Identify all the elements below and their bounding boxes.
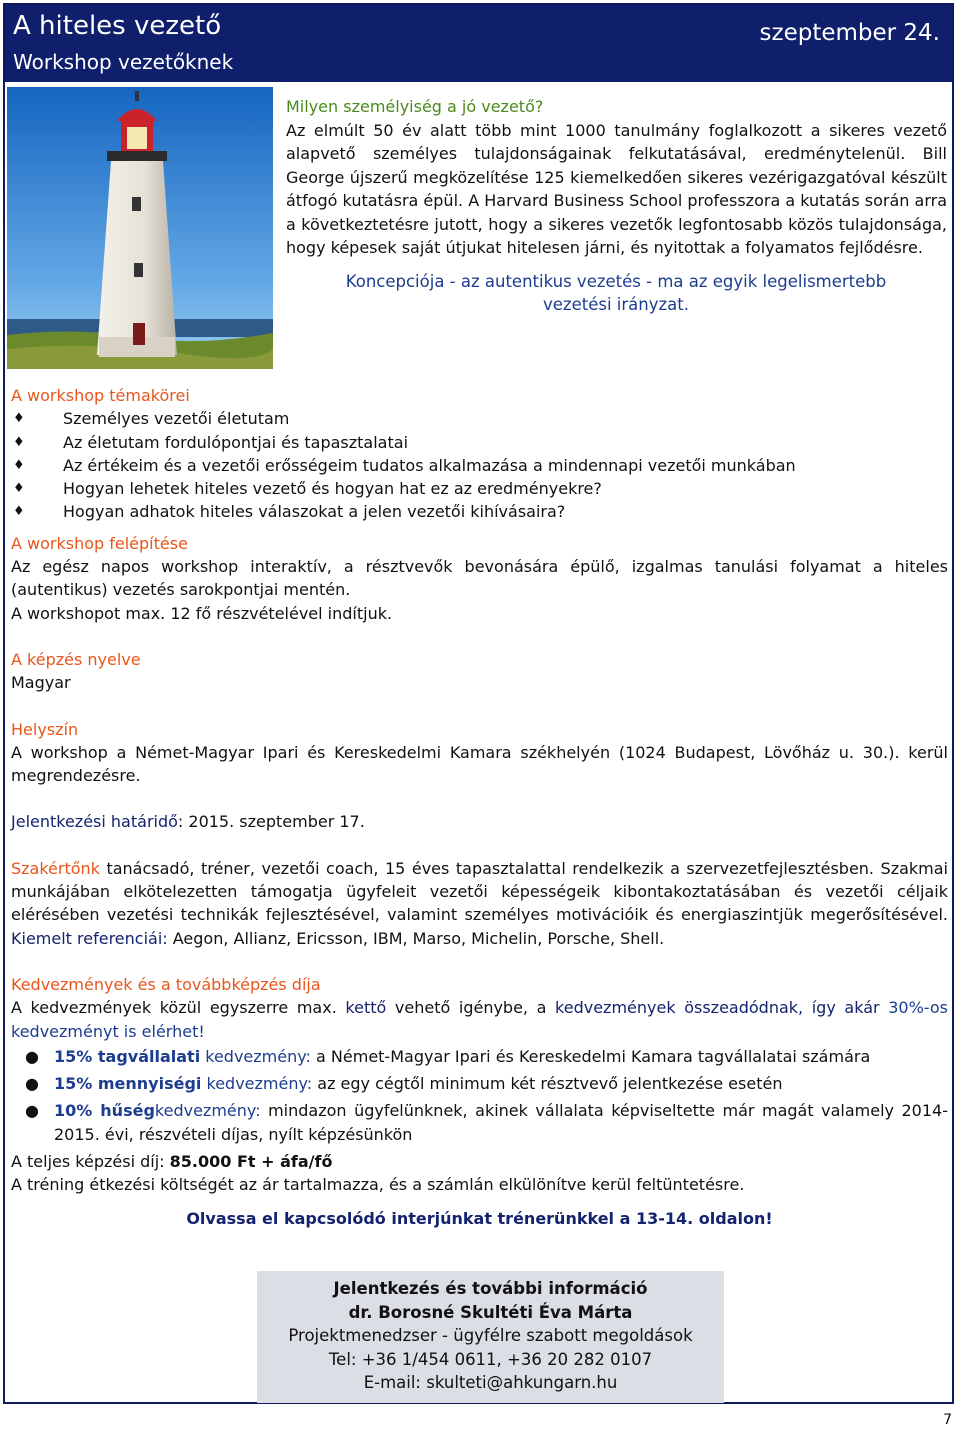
page-title: A hiteles vezető — [13, 11, 222, 41]
main-content — [11, 384, 948, 1230]
list-item: ♦ Az életutam fordulópontjai és tapasztalatai — [11, 431, 948, 454]
dot-bullet-icon: ● — [25, 1101, 39, 1121]
list-item: ♦ Személyes vezetői életutam — [11, 407, 948, 430]
expert-paragraph: Szakértőnk tanácsadó, tréner, vezetői coach, 15 éves tapasztalattal rendelkezik a szervezetfejlesztésben. Szakmai munkájában elkötelezetten támogatja ügyfeleit vezetői képességeik kibontakoztatásában és vezetői céljaik elérésében vezetési technikák fejlesztésével, valamint személyes motivációik és energiaszintjük megerősítésével. Kiemelt referenciái: Aegon, Allianz, Ericsson, IBM, Marso, Michelin, Porsche, Shell. — [11, 858, 948, 948]
page-number: 7 — [943, 1412, 952, 1428]
reference-label: Kiemelt referenciái: — [11, 928, 168, 948]
language-heading: A képzés nyelve — [11, 649, 141, 669]
list-item: ● 15% tagvállalati kedvezmény: a Német-Magyar Ipari és Kereskedelmi Kamara tagvállalatai számára — [11, 1045, 948, 1068]
structure-heading: A workshop felépítése — [11, 533, 188, 553]
fee-value: 85.000 Ft + áfa/fő — [169, 1152, 333, 1172]
diamond-bullet-icon: ♦ — [13, 411, 25, 427]
deadline-value: : 2015. szeptember 17. — [177, 812, 365, 832]
discounts-intro: A kedvezmények közül egyszerre max. kettő vehető igénybe, a kedvezmények összeadódnak, így akár 30%-os kedvezményt is elérhet! — [11, 998, 948, 1041]
event-date: szeptember 24. — [759, 20, 940, 46]
expert-label: Szakértőnk — [11, 858, 100, 878]
diamond-bullet-icon: ♦ — [13, 434, 25, 450]
catering-text: A tréning étkezési költségét az ár tartalmazza, és a számlán elkülönítve kerül feltüntetésre. — [11, 1175, 745, 1195]
lighthouse-photo — [7, 87, 273, 369]
dot-bullet-icon: ● — [25, 1074, 39, 1094]
diamond-bullet-icon: ♦ — [13, 504, 25, 520]
list-item: ♦ Hogyan adhatok hiteles válaszokat a jelen vezetői kihívásaira? — [11, 500, 948, 523]
location-text: A workshop a Német-Magyar Ipari és Kereskedelmi Kamara székhelyén (1024 Budapest, Lövőház u. 30.). kerül megrendezésre. — [11, 742, 948, 786]
contact-title: Jelentkezés és további információ — [333, 1279, 648, 1298]
deadline-line — [11, 810, 948, 833]
list-item: ♦ Hogyan lehetek hiteles vezető és hogyan hat ez az eredményekre? — [11, 477, 948, 500]
discounts-heading: Kedvezmények és a továbbképzés díja — [11, 974, 321, 994]
topics-heading: A workshop témakörei — [11, 386, 190, 405]
contact-name: dr. Borosné Skultéti Éva Márta — [348, 1302, 633, 1322]
intro-text: Az elmúlt 50 év alatt több mint 1000 tanulmány foglalkozott a sikeres vezető alapvető személyes tulajdonságainak felkutatásával, eredménytelenül. Bill George újszerű megközelítése 125 kiemelkedően sikeres vezérigazgatóval készült átfogó kutatásra épül. A Harvard Business School professzora a kutatás során arra a következtetésre jutott, hogy a sikeres vezetők legfontosabb közös tulajdonsága, hogy képesek saját útjukat hitelesen járni, és nyitottak a folyamatos fejlődésre. — [286, 120, 947, 257]
contact-role: Projektmenedzser - ügyfélre szabott megoldások — [288, 1326, 693, 1345]
intro-section — [286, 95, 947, 316]
discounts-list — [11, 1045, 948, 1146]
page-header — [5, 5, 952, 82]
fee-line: A teljes képzési díj: 85.000 Ft + áfa/fő — [11, 1152, 333, 1172]
interview-link: Olvassa el kapcsolódó interjúnkat trénerünkkel a 13-14. oldalon! — [186, 1208, 773, 1228]
structure-text: Az egész napos workshop interaktív, a résztvevők bevonására épülő, izgalmas tanulási folyamat a hiteles (autentikus) vezetés sarokpontjai mentén. — [11, 557, 948, 600]
structure-max: A workshopot max. 12 fő részvételével indítjuk. — [11, 603, 393, 623]
list-item: ♦ Az értékeim és a vezetői erősségeim tudatos alkalmazása a mindennapi vezetői munkában — [11, 454, 948, 477]
list-item: ● 15% mennyiségi kedvezmény: az egy cégtől minimum két résztvevő jelentkezése esetén — [11, 1072, 948, 1095]
deadline-label: Jelentkezési határidő — [11, 812, 178, 832]
concept-quote: Koncepciója - az autentikus vezetés - ma az egyik legelismertebb vezetési irányzat. — [345, 271, 887, 314]
language-value: Magyar — [11, 673, 71, 693]
contact-phone: Tel: +36 1/454 0611, +36 20 282 0107 — [328, 1349, 653, 1369]
contact-email[interactable]: E-mail: skulteti@ahkungarn.hu — [363, 1373, 618, 1392]
diamond-bullet-icon: ♦ — [13, 481, 25, 497]
contact-box — [257, 1271, 724, 1403]
topics-list — [11, 407, 948, 523]
dot-bullet-icon: ● — [25, 1046, 39, 1066]
list-item: ● 10% hűségkedvezmény: mindazon ügyfelünknek, akinek vállalata képviseltette már magát valamely 2014-2015. évi, részvételi díjas, nyílt képzésünkön — [25, 1101, 948, 1144]
page-subtitle: Workshop vezetőknek — [13, 50, 234, 74]
location-heading: Helyszín — [11, 719, 79, 739]
diamond-bullet-icon: ♦ — [13, 457, 25, 473]
intro-question: Milyen személyiség a jó vezető? — [286, 97, 544, 116]
